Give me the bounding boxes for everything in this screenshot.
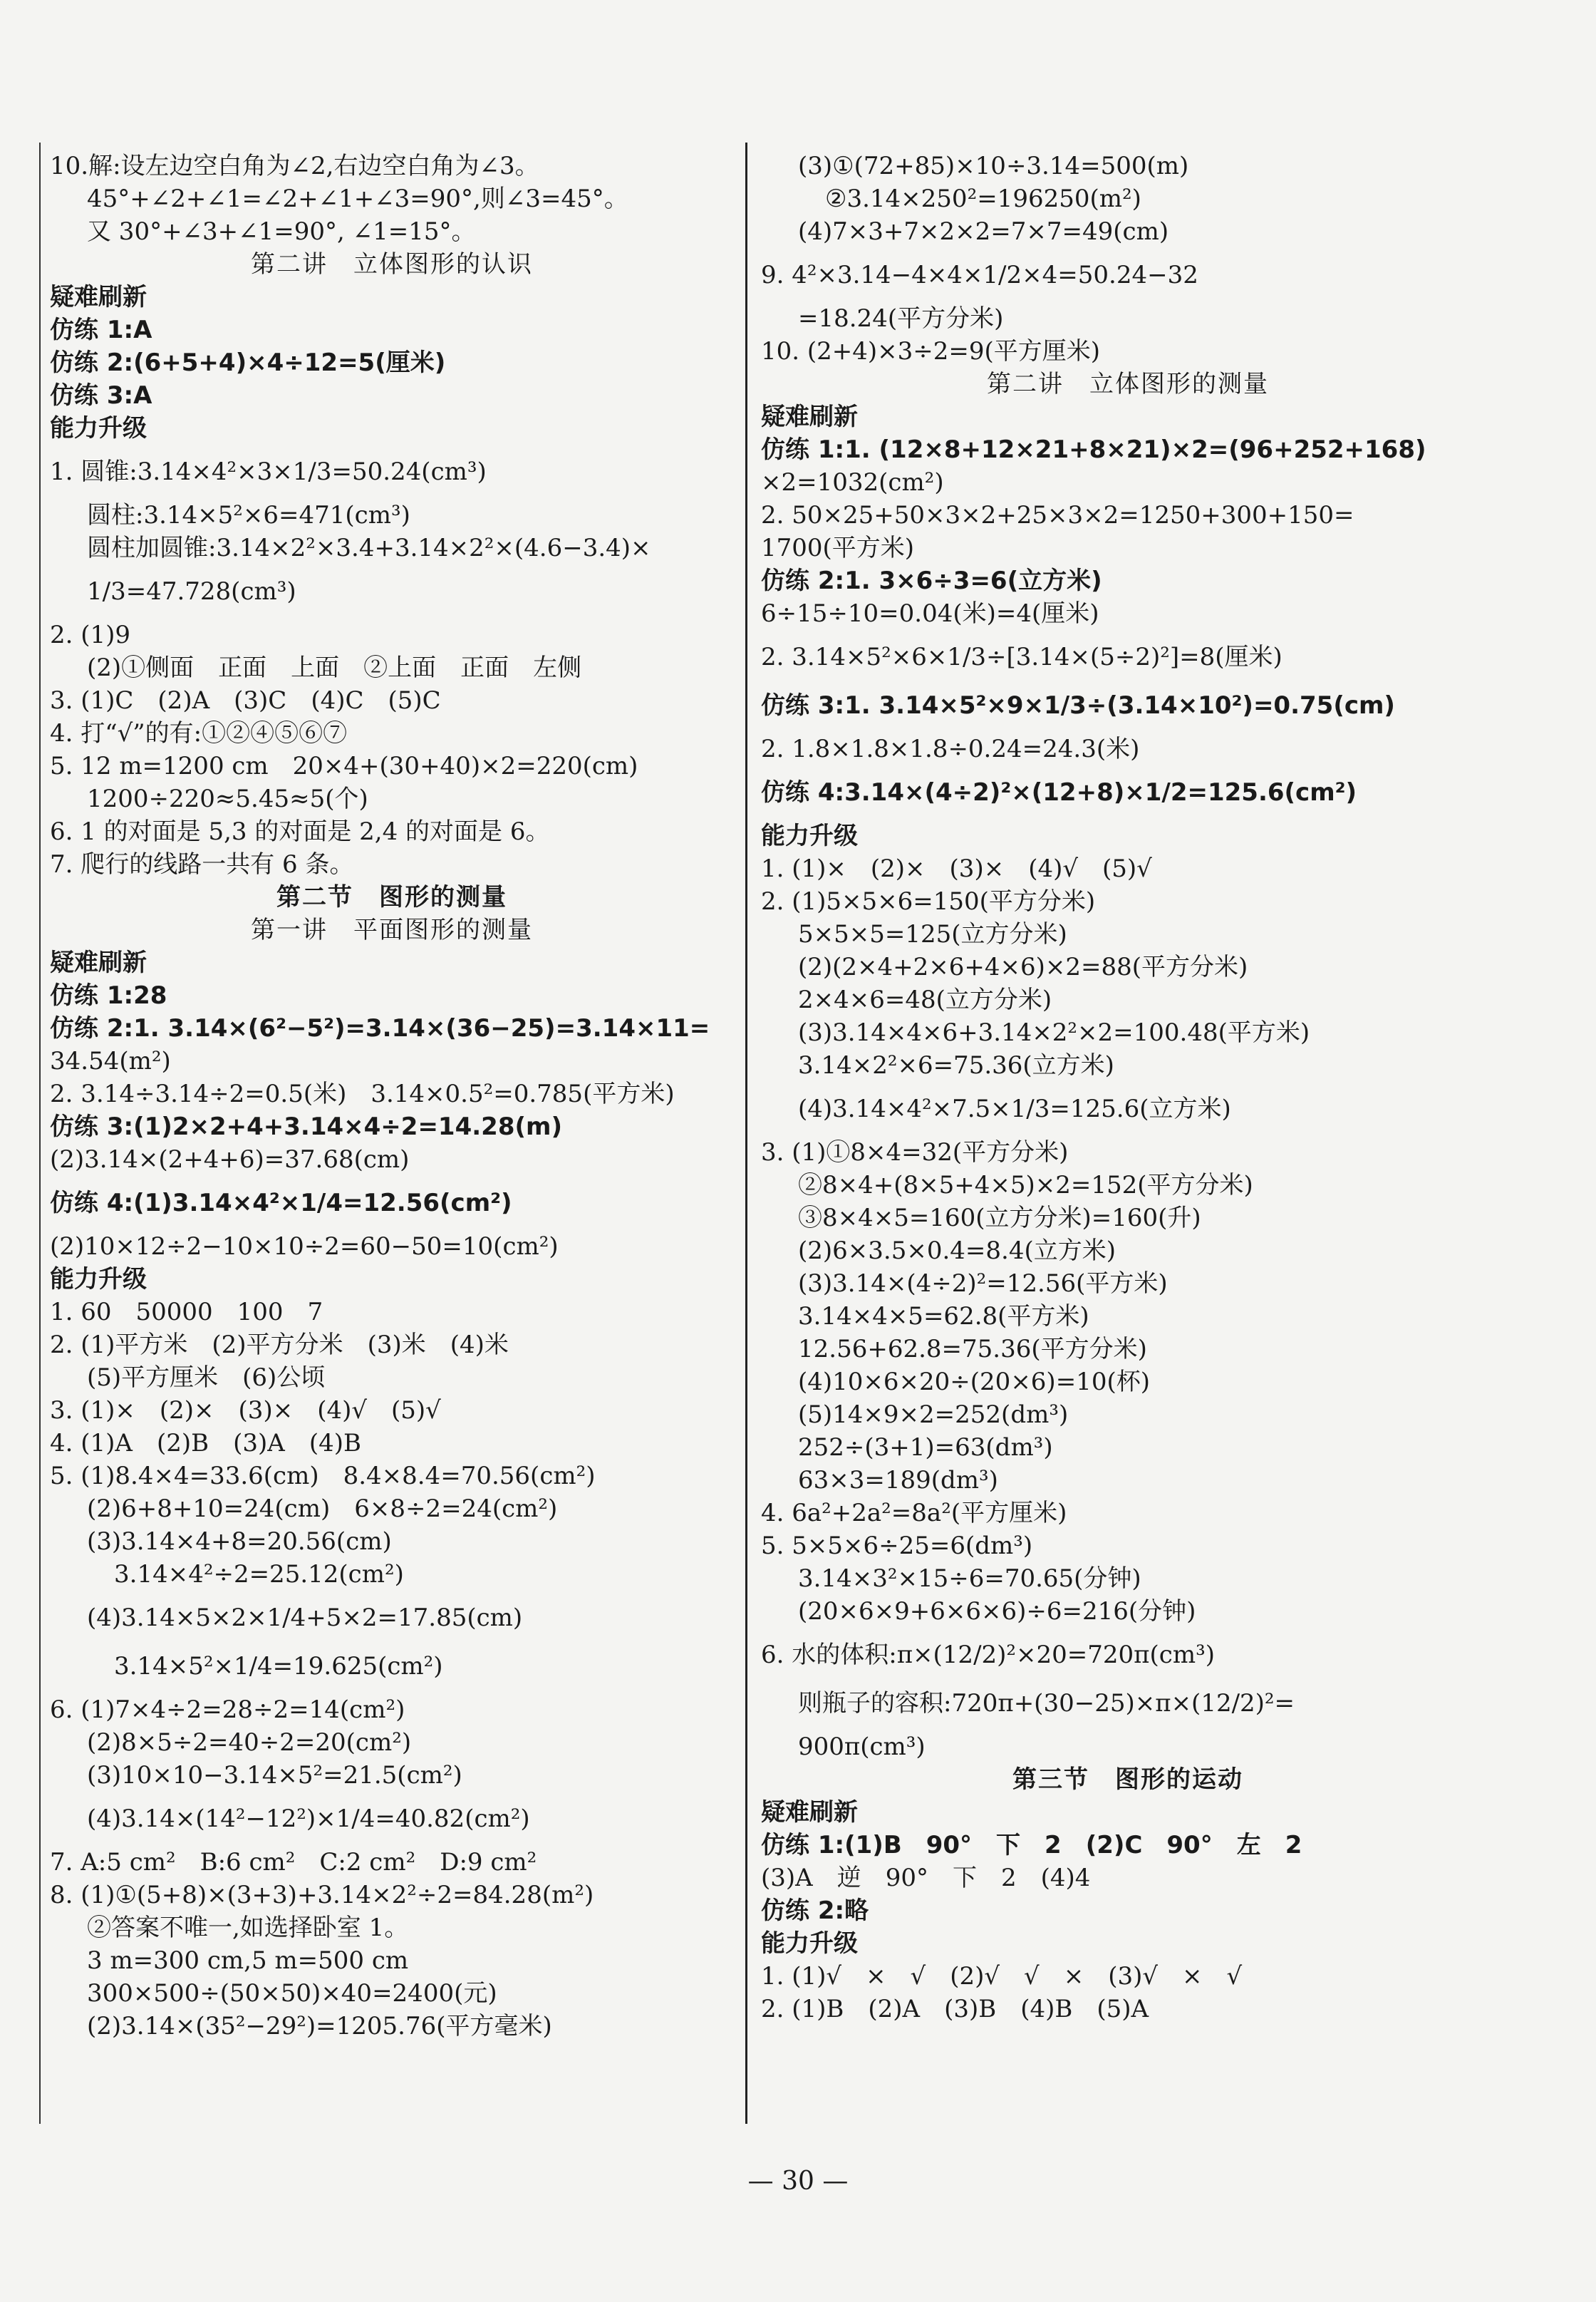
answer-line: 63×3=189(dm³) <box>798 1466 998 1495</box>
answer-line: 仿练 2:1. 3×6÷3=6(立方米) <box>761 567 1102 595</box>
answer-line: 仿练 2:(6+5+4)×4÷12=5(厘米) <box>50 349 446 377</box>
answer-line: 5×5×5=125(立方分米) <box>798 920 1067 949</box>
answer-line: 能力升级 <box>50 1265 147 1294</box>
answer-line: 1200÷220≈5.45≈5(个) <box>87 785 368 813</box>
answer-line: (2)3.14×(2+4+6)=37.68(cm) <box>50 1145 410 1174</box>
answer-line: (4)10×6×20÷(20×6)=10(杯) <box>798 1368 1150 1396</box>
answer-line: (2)6+8+10=24(cm) 6×8÷2=24(cm²) <box>87 1495 558 1523</box>
answer-line: 2. (1)平方米 (2)平方分米 (3)米 (4)米 <box>50 1331 509 1359</box>
answer-line: (3)3.14×4×6+3.14×2²×2=100.48(平方米) <box>798 1018 1310 1047</box>
answer-line: 300×500÷(50×50)×40=2400(元) <box>87 1979 497 2008</box>
answer-line: (2)3.14×(35²−29²)=1205.76(平方毫米) <box>87 2012 552 2040</box>
answer-line: ×2=1032(cm²) <box>761 468 944 497</box>
answer-line: (20×6×9+6×6×6)÷6=216(分钟) <box>798 1597 1196 1626</box>
answer-line: 仿练 3:A <box>50 381 152 410</box>
answer-line: (3)10×10−3.14×5²=21.5(cm²) <box>87 1761 462 1790</box>
answer-line: 2. (1)9 <box>50 621 131 649</box>
answer-line: 能力升级 <box>761 822 858 850</box>
answer-line: (2)6×3.5×0.4=8.4(立方米) <box>798 1237 1116 1265</box>
answer-line: (2)8×5÷2=40÷2=20(cm²) <box>87 1728 412 1757</box>
answer-line: (2)10×12÷2−10×10÷2=60−50=10(cm²) <box>50 1232 559 1261</box>
answer-line: ②3.14×250²=196250(m²) <box>825 185 1141 213</box>
answer-line: 疑难刷新 <box>50 283 147 311</box>
answer-line: 1700(平方米) <box>761 534 915 562</box>
answer-line: 仿练 1:28 <box>50 981 167 1010</box>
answer-line: 仿练 1:1. (12×8+12×21+8×21)×2=(96+252+168) <box>761 435 1426 464</box>
answer-line: 则瓶子的容积:720π+(30−25)×π×(12/2)²= <box>798 1689 1295 1718</box>
left-column <box>50 150 734 2043</box>
answer-line: 10. (2+4)×3÷2=9(平方厘米) <box>761 337 1101 366</box>
left-margin-rule <box>39 143 41 2124</box>
answer-line: 1. 圆锥:3.14×4²×3×1/3=50.24(cm³) <box>50 458 487 486</box>
answer-line: 3.14×4×5=62.8(平方米) <box>798 1302 1089 1331</box>
answer-line: 7. A:5 cm² B:6 cm² C:2 cm² D:9 cm² <box>50 1848 537 1877</box>
answer-line: 仿练 1:(1)B 90° 下 2 (2)C 90° 左 2 <box>761 1831 1302 1859</box>
answer-line: 3. (1)①8×4=32(平方分米) <box>761 1138 1069 1167</box>
answer-line: 900π(cm³) <box>798 1733 926 1761</box>
page-number: — 30 — <box>747 2167 849 2196</box>
answer-line: 252÷(3+1)=63(dm³) <box>798 1433 1053 1462</box>
answer-line: 仿练 4:(1)3.14×4²×1/4=12.56(cm²) <box>50 1189 512 1217</box>
answer-line: (2)(2×4+2×6+4×6)×2=88(平方分米) <box>798 953 1248 981</box>
answer-line: (4)3.14×(14²−12²)×1/4=40.82(cm²) <box>87 1805 530 1833</box>
answer-line: 又 30°+∠3+∠1=90°, ∠1=15°。 <box>87 217 476 246</box>
answer-line: 45°+∠2+∠1=∠2+∠1+∠3=90°,则∠3=45°。 <box>87 185 628 213</box>
answer-line: 仿练 3:(1)2×2+4+3.14×4÷2=14.28(m) <box>50 1113 562 1141</box>
answer-line: 1. 60 50000 100 7 <box>50 1298 323 1326</box>
answer-line: 3 m=300 cm,5 m=500 cm <box>87 1946 409 1975</box>
answer-line: 3.14×3²×15÷6=70.65(分钟) <box>798 1564 1141 1593</box>
answer-line: 8. (1)①(5+8)×(3+3)+3.14×2²÷2=84.28(m²) <box>50 1881 594 1909</box>
answer-line: 12.56+62.8=75.36(平方分米) <box>798 1335 1147 1363</box>
answer-line: 2×4×6=48(立方分米) <box>798 986 1052 1014</box>
answer-line: 3.14×5²×1/4=19.625(cm²) <box>114 1652 443 1681</box>
answer-line: 34.54(m²) <box>50 1047 171 1075</box>
answer-line: ③8×4×5=160(立方分米)=160(升) <box>798 1204 1201 1232</box>
section-heading: 第二讲 立体图形的认识 <box>251 250 533 279</box>
answer-line: 能力升级 <box>50 414 147 443</box>
answer-line: 疑难刷新 <box>761 403 858 431</box>
answer-line: 5. 5×5×6÷25=6(dm³) <box>761 1532 1033 1560</box>
answer-line: 2. (1)5×5×6=150(平方分米) <box>761 887 1096 916</box>
right-column <box>761 150 1495 2025</box>
section-heading: 第一讲 平面图形的测量 <box>251 916 533 944</box>
answer-line: 10.解:设左边空白角为∠2,右边空白角为∠3。 <box>50 152 539 180</box>
section-heading: 第三节 图形的运动 <box>1012 1765 1243 1794</box>
answer-line: 2. 3.14÷3.14÷2=0.5(米) 3.14×0.5²=0.785(平方米) <box>50 1080 675 1108</box>
answer-line: 6. 1 的对面是 5,3 的对面是 2,4 的对面是 6。 <box>50 817 550 846</box>
answer-line: (5)14×9×2=252(dm³) <box>798 1400 1069 1429</box>
answer-line: 2. 50×25+50×3×2+25×3×2=1250+300+150= <box>761 501 1354 530</box>
answer-line: 4. (1)A (2)B (3)A (4)B <box>50 1429 361 1457</box>
section-heading: 第二节 图形的测量 <box>276 883 507 912</box>
answer-line: (3)A 逆 90° 下 2 (4)4 <box>761 1864 1091 1892</box>
answer-line: 2. 3.14×5²×6×1/3÷[3.14×(5÷2)²]=8(厘米) <box>761 643 1282 671</box>
answer-line: 疑难刷新 <box>761 1798 858 1827</box>
answer-line: 7. 爬行的线路一共有 6 条。 <box>50 850 354 879</box>
answer-line: ②答案不唯一,如选择卧室 1。 <box>87 1914 409 1942</box>
answer-line: 疑难刷新 <box>50 949 147 977</box>
answer-line: (4)7×3+7×2×2=7×7=49(cm) <box>798 217 1169 246</box>
answer-line: =18.24(平方分米) <box>798 304 1004 333</box>
answer-line: 2. (1)B (2)A (3)B (4)B (5)A <box>761 1995 1149 2023</box>
answer-line: 圆柱:3.14×5²×6=471(cm³) <box>87 501 410 530</box>
answer-line: 4. 打“√”的有:①②④⑤⑥⑦ <box>50 719 348 748</box>
answer-line: 2. 1.8×1.8×1.8÷0.24=24.3(米) <box>761 735 1140 763</box>
answer-line: 3. (1)× (2)× (3)× (4)√ (5)√ <box>50 1396 441 1425</box>
answer-line: 5. (1)8.4×4=33.6(cm) 8.4×8.4=70.56(cm²) <box>50 1462 596 1490</box>
answer-line: 仿练 2:略 <box>761 1896 869 1925</box>
answer-line: 仿练 1:A <box>50 316 152 344</box>
answer-line: 3.14×4²÷2=25.12(cm²) <box>114 1560 404 1589</box>
answer-line: 5. 12 m=1200 cm 20×4+(30+40)×2=220(cm) <box>50 752 638 780</box>
answer-line: 仿练 4:3.14×(4÷2)²×(12+8)×1/2=125.6(cm²) <box>761 778 1357 807</box>
answer-line: (3)3.14×4+8=20.56(cm) <box>87 1527 392 1556</box>
answer-line: 3. (1)C (2)A (3)C (4)C (5)C <box>50 686 441 715</box>
answer-line: 1. (1)√ × √ (2)√ √ × (3)√ × √ <box>761 1962 1243 1991</box>
answer-line: 6÷15÷10=0.04(米)=4(厘米) <box>761 599 1099 628</box>
answer-line: 9. 4²×3.14−4×4×1/2×4=50.24−32 <box>761 261 1198 289</box>
answer-line: (3)①(72+85)×10÷3.14=500(m) <box>798 152 1189 180</box>
answer-line: 仿练 3:1. 3.14×5²×9×1/3÷(3.14×10²)=0.75(cm) <box>761 691 1395 720</box>
answer-line: (2)①侧面 正面 上面 ②上面 正面 左侧 <box>87 654 582 682</box>
answer-line: (4)3.14×5×2×1/4+5×2=17.85(cm) <box>87 1604 523 1632</box>
answer-line: 1/3=47.728(cm³) <box>87 577 296 606</box>
answer-line: (3)3.14×(4÷2)²=12.56(平方米) <box>798 1269 1168 1298</box>
answer-line: 3.14×2²×6=75.36(立方米) <box>798 1051 1114 1080</box>
answer-line: ②8×4+(8×5+4×5)×2=152(平方分米) <box>798 1171 1253 1199</box>
answer-line: 仿练 2:1. 3.14×(6²−5²)=3.14×(36−25)=3.14×11= <box>50 1014 710 1043</box>
answer-line: 能力升级 <box>761 1929 858 1958</box>
answer-line: 4. 6a²+2a²=8a²(平方厘米) <box>761 1499 1067 1527</box>
answer-line: 6. (1)7×4÷2=28÷2=14(cm²) <box>50 1695 405 1724</box>
answer-line: (4)3.14×4²×7.5×1/3=125.6(立方米) <box>798 1095 1231 1123</box>
answer-line: 圆柱加圆锥:3.14×2²×3.4+3.14×2²×(4.6−3.4)× <box>87 534 651 562</box>
answer-line: 1. (1)× (2)× (3)× (4)√ (5)√ <box>761 855 1152 883</box>
section-heading: 第二讲 立体图形的测量 <box>987 370 1269 398</box>
column-divider <box>745 143 747 2124</box>
answer-line: (5)平方厘米 (6)公顷 <box>87 1363 326 1392</box>
answer-line: 6. 水的体积:π×(12/2)²×20=720π(cm³) <box>761 1641 1215 1669</box>
